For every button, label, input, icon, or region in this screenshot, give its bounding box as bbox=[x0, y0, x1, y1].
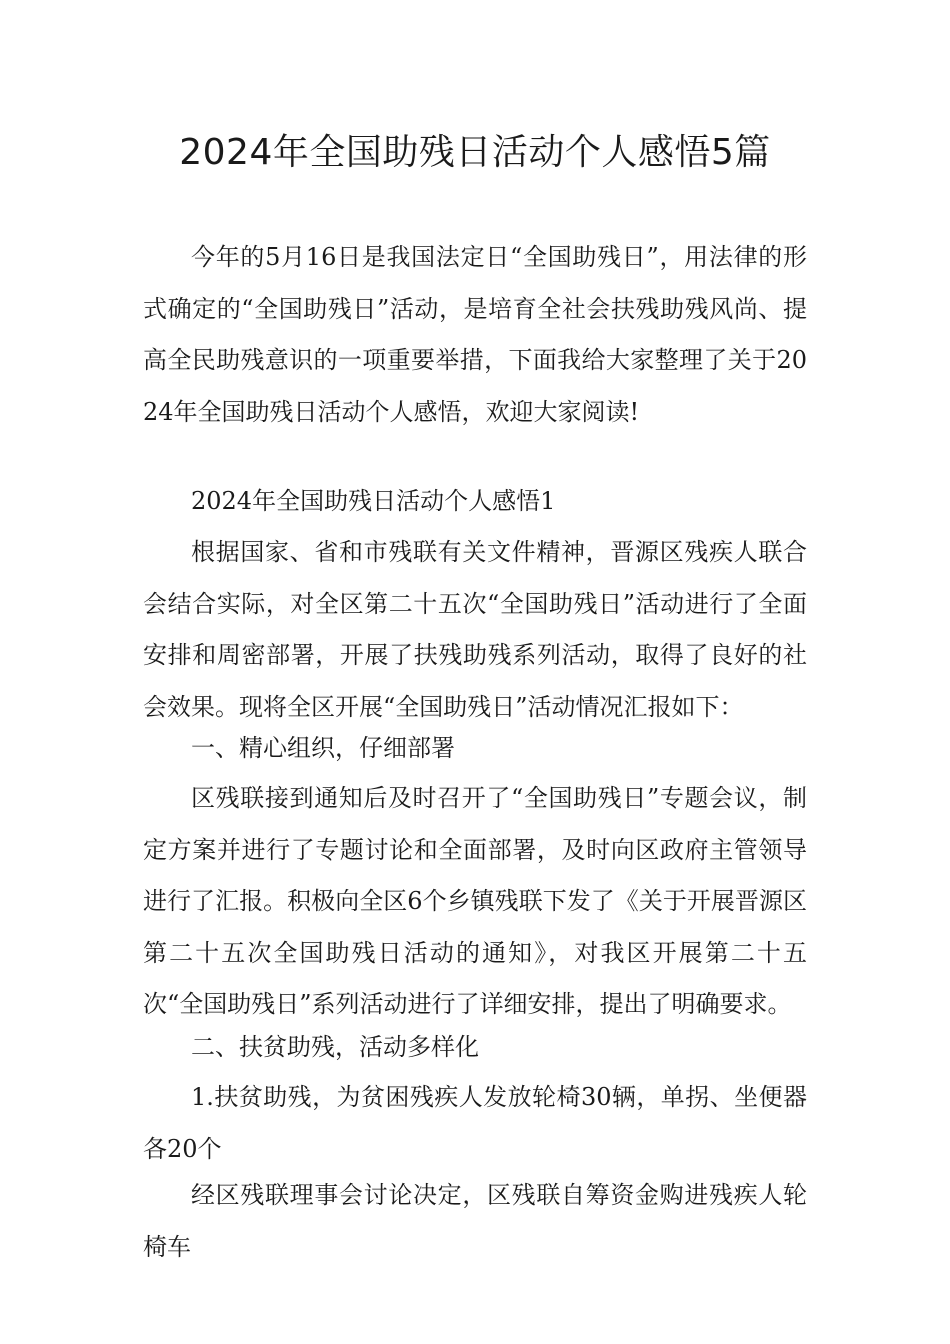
paragraph-2: 区残联接到通知后及时召开了“全国助残日”专题会议，制定方案并进行了专题讨论和全面部署，及时向区政府主管领导进行了汇报。积极向全区6个乡镇残联下发了《关于开展晋源区第二十五次全国助残日活动的通知》，对我区开展第二十五次“全国助残日”系列活动进行了详细安排，提出了明确要求。 bbox=[143, 784, 807, 1018]
section-title: 2024年全国助残日活动个人感悟1 bbox=[191, 487, 556, 515]
heading-2: 二、扶贫助残，活动多样化 bbox=[191, 1033, 479, 1061]
paragraph-3: 1.扶贫助残，为贫困残疾人发放轮椅30辆，单拐、坐便器各20个 bbox=[143, 1083, 807, 1163]
intro-paragraph: 今年的5月16日是我国法定日“全国助残日”，用法律的形式确定的“全国助残日”活动，是培育全社会扶残助残风尚、提高全民助残意识的一项重要举措，下面我给大家整理了关于2024年全国助残日活动个人感悟，欢迎大家阅读! bbox=[143, 243, 807, 426]
paragraph-4: 经区残联理事会讨论决定，区残联自筹资金购进残疾人轮椅车 bbox=[143, 1181, 807, 1261]
document-title: 2024年全国助残日活动个人感悟5篇 bbox=[179, 132, 771, 173]
paragraph-1: 根据国家、省和市残联有关文件精神，晋源区残疾人联合会结合实际，对全区第二十五次“全国助残日”活动进行了全面安排和周密部署，开展了扶残助残系列活动，取得了良好的社会效果。现将全区开展“全国助残日”活动情况汇报如下： bbox=[143, 538, 807, 721]
heading-1: 一、精心组织，仔细部署 bbox=[191, 734, 455, 762]
